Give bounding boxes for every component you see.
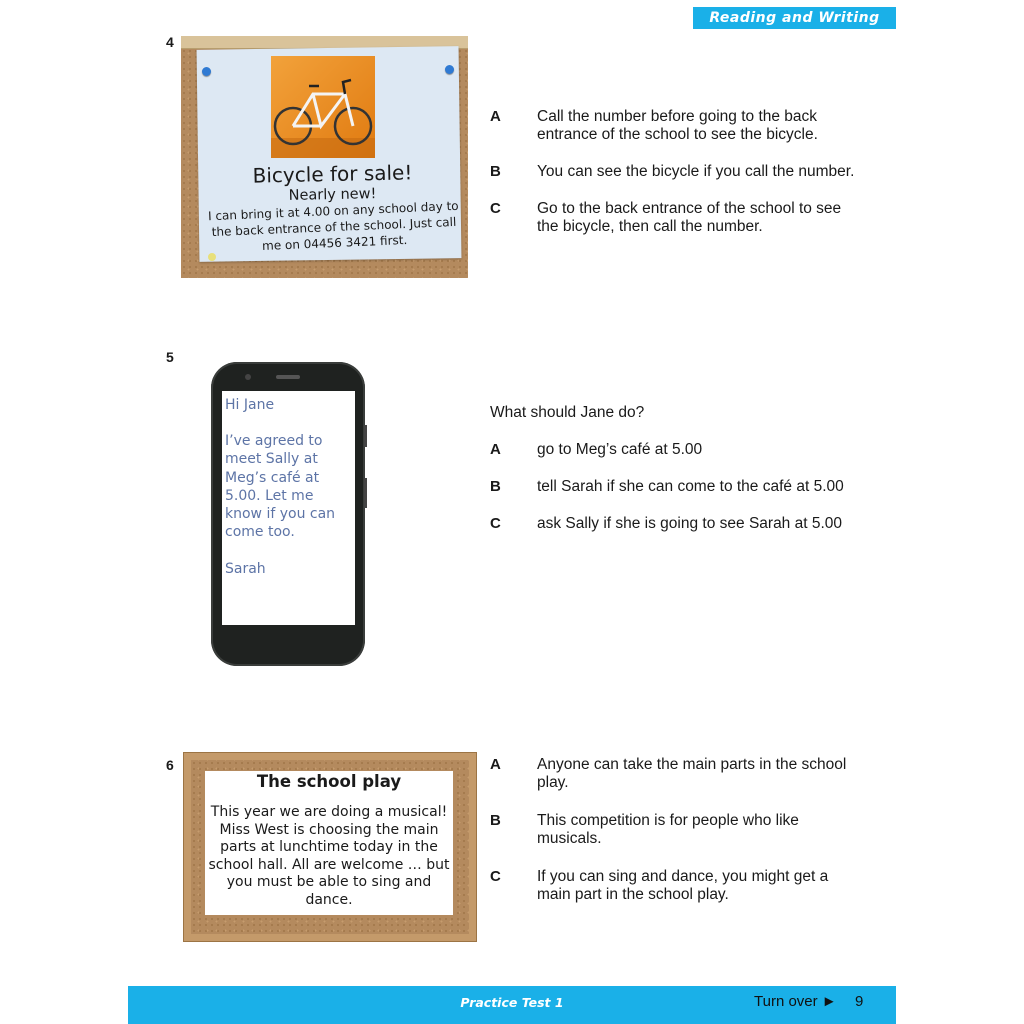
option-text: If you can sing and dance, you might get a main part in the school play. [537, 868, 829, 903]
question-number-6: 6 [166, 757, 174, 773]
question-number-4: 4 [166, 34, 174, 50]
option-letter: B [490, 163, 501, 180]
question-prompt: What should Jane do? [490, 404, 645, 421]
message-signature: Sarah [225, 561, 266, 577]
pushpin-icon [202, 67, 211, 76]
notice-body: This year we are doing a musical! Miss West is choosing the main parts at lunchtime today in the school hall. All are welcome … but you must be able to sing and dance. [208, 804, 450, 908]
camera-icon [245, 374, 251, 380]
option-letter: B [490, 812, 501, 829]
notice-title: Bicycle for sale! [252, 160, 413, 188]
option-letter: C [490, 515, 501, 532]
pushpin-icon [445, 65, 454, 74]
option-text: You can see the bicycle if you call the number. [537, 163, 855, 180]
option-text: This competition is for people who like musicals. [537, 812, 799, 847]
notice-subtitle: Nearly new! [288, 186, 377, 204]
option-text: Call the number before going to the back entrance of the school to see the bicycle. [537, 108, 818, 143]
section-header: Reading and Writing [693, 7, 896, 29]
phone-side-button [364, 425, 367, 447]
option-text: Go to the back entrance of the school to see the bicycle, then call the number. [537, 200, 842, 235]
turn-over-link: Turn over ► [754, 993, 837, 1010]
bicycle-icon [271, 56, 375, 158]
option-text: go to Meg’s café at 5.00 [537, 441, 703, 458]
speaker-icon [276, 375, 300, 379]
question-number-5: 5 [166, 349, 174, 365]
bicycle-photo [271, 56, 375, 158]
option-letter: A [490, 108, 501, 125]
option-text: Anyone can take the main parts in the school play. [537, 756, 847, 791]
option-letter: C [490, 868, 501, 885]
notice-title: The school play [256, 772, 402, 791]
option-text: ask Sally if she is going to see Sarah at 5.00 [537, 515, 843, 532]
option-text: tell Sarah if she can come to the café at 5.00 [537, 478, 844, 495]
option-letter: A [490, 756, 501, 773]
footer-test-name: Practice Test 1 [460, 995, 564, 1010]
option-letter: C [490, 200, 501, 217]
notice-body: I can bring it at 4.00 on any school day to the back entrance of the school. Just call me on 04456 3421 first. [207, 198, 459, 254]
message-greeting: Hi Jane [225, 397, 275, 413]
phone-side-button [364, 478, 367, 508]
option-letter: B [490, 478, 501, 495]
page-number: 9 [855, 993, 864, 1010]
option-letter: A [490, 441, 501, 458]
message-body: I’ve agreed to meet Sally at Meg’s café at 5.00. Let me know if you can come too. [225, 433, 336, 541]
